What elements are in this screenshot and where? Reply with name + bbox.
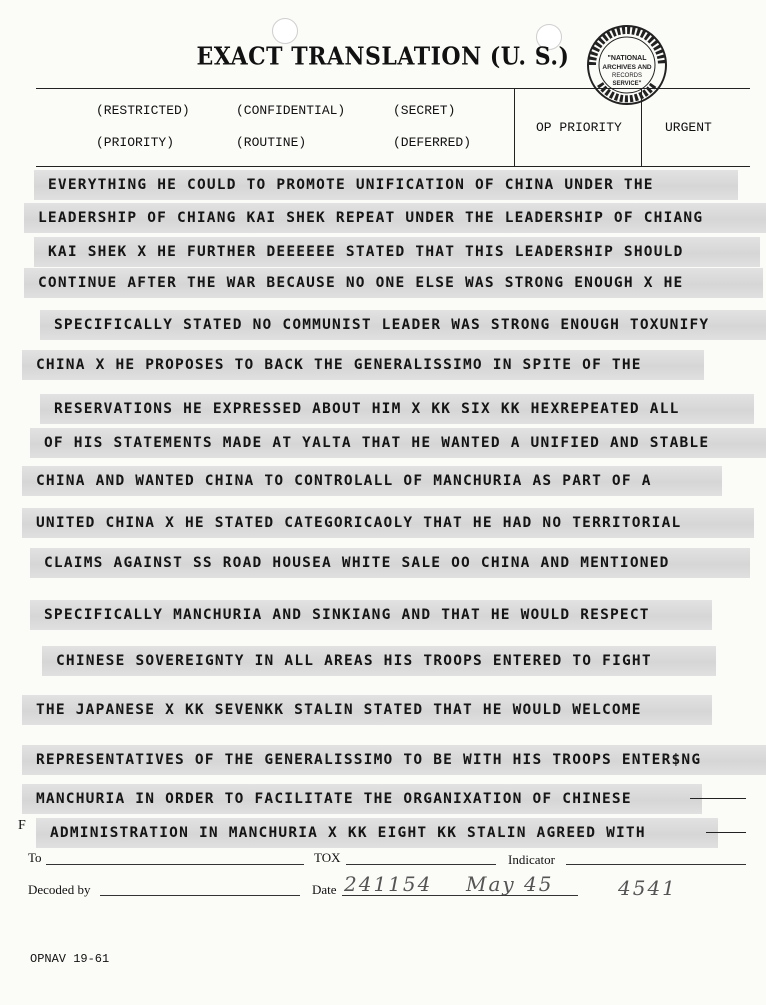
decoded-by-field-line (100, 895, 300, 896)
handwritten-month: May 45 (466, 872, 554, 896)
message-line: LEADERSHIP OF CHIANG KAI SHEK REPEAT UNDER THE LEADERSHIP OF CHIANG (24, 203, 766, 233)
indicator-label: Indicator (508, 852, 555, 867)
handwritten-number: 4541 (618, 876, 677, 900)
urgent-label: URGENT (665, 120, 712, 135)
message-line: UNITED CHINA X HE STATED CATEGORICAOLY THAT HE HAD NO TERRITORIAL (22, 508, 754, 538)
svg-text:ARCHIVES AND: ARCHIVES AND (602, 64, 652, 71)
classification-restricted: (RESTRICTED) (96, 103, 190, 118)
message-line: CONTINUE AFTER THE WAR BECAUSE NO ONE ELSE WAS STRONG ENOUGH X HE (24, 268, 763, 298)
message-line: RESERVATIONS HE EXPRESSED ABOUT HIM X KK SIX KK HEXREPEATED ALL (40, 394, 754, 424)
handwritten-date: 241154 (344, 872, 433, 896)
tox-field-line (346, 864, 496, 865)
classification-secret: (SECRET) (393, 103, 456, 118)
message-line: ADMINISTRATION IN MANCHURIA X KK EIGHT KK STALIN AGREED WITH (36, 818, 718, 848)
tox-label: TOX (314, 850, 341, 865)
message-line: CHINA AND WANTED CHINA TO CONTROLALL OF MANCHURIA AS PART OF A (22, 466, 722, 496)
message-line: SPECIFICALLY STATED NO COMMUNIST LEADER WAS STRONG ENOUGH TOXUNIFY (40, 310, 766, 340)
message-line: THE JAPANESE X KK SEVENKK STALIN STATED THAT HE WOULD WELCOME (22, 695, 712, 725)
op-priority-label: OP PRIORITY (536, 120, 622, 135)
classification-priority: (PRIORITY) (96, 135, 175, 150)
to-field-line (46, 864, 304, 865)
message-line: CHINA X HE PROPOSES TO BACK THE GENERALISSIMO IN SPITE OF THE (22, 350, 704, 380)
document-title: EXACT TRANSLATION (U. S.) (196, 42, 570, 72)
to-label: To (28, 850, 42, 865)
form-number: OPNAV 19-61 (30, 952, 110, 966)
message-line: REPRESENTATIVES OF THE GENERALISSIMO TO BE WITH HIS TROOPS ENTER$NG (22, 745, 766, 775)
svg-text:"NATIONAL: "NATIONAL (607, 55, 647, 62)
header-divider-2 (641, 88, 642, 166)
header-top-rule (36, 88, 750, 89)
punch-hole-left (272, 18, 298, 44)
svg-text:RECORDS: RECORDS (611, 73, 643, 79)
f-mark: F (18, 818, 26, 833)
archive-stamp (586, 24, 668, 106)
message-line: OF HIS STATEMENTS MADE AT YALTA THAT HE WANTED A UNIFIED AND STABLE (30, 428, 766, 458)
header-bottom-rule (36, 166, 750, 167)
message-line: KAI SHEK X HE FURTHER DEEEEEE STATED THAT THIS LEADERSHIP SHOULD (34, 237, 760, 267)
date-label: Date (312, 882, 337, 897)
classification-deferred: (DEFERRED) (393, 135, 472, 150)
message-line: MANCHURIA IN ORDER TO FACILITATE THE ORGANIXATION OF CHINESE (22, 784, 702, 814)
header-divider-1 (514, 88, 515, 166)
right-rule-1 (690, 798, 746, 799)
right-rule-2 (706, 832, 746, 833)
classification-confidential: (CONFIDENTIAL) (236, 103, 346, 118)
indicator-field-line (566, 864, 746, 865)
message-line: SPECIFICALLY MANCHURIA AND SINKIANG AND THAT HE WOULD RESPECT (30, 600, 712, 630)
svg-text:SERVICE": SERVICE" (612, 81, 642, 87)
message-line: CHINESE SOVEREIGNTY IN ALL AREAS HIS TROOPS ENTERED TO FIGHT (42, 646, 716, 676)
classification-routine: (ROUTINE) (236, 135, 307, 150)
decoded-by-label: Decoded by (28, 882, 91, 897)
message-line: EVERYTHING HE COULD TO PROMOTE UNIFICATION OF CHINA UNDER THE (34, 170, 738, 200)
message-line: CLAIMS AGAINST SS ROAD HOUSEA WHITE SALE OO CHINA AND MENTIONED (30, 548, 750, 578)
